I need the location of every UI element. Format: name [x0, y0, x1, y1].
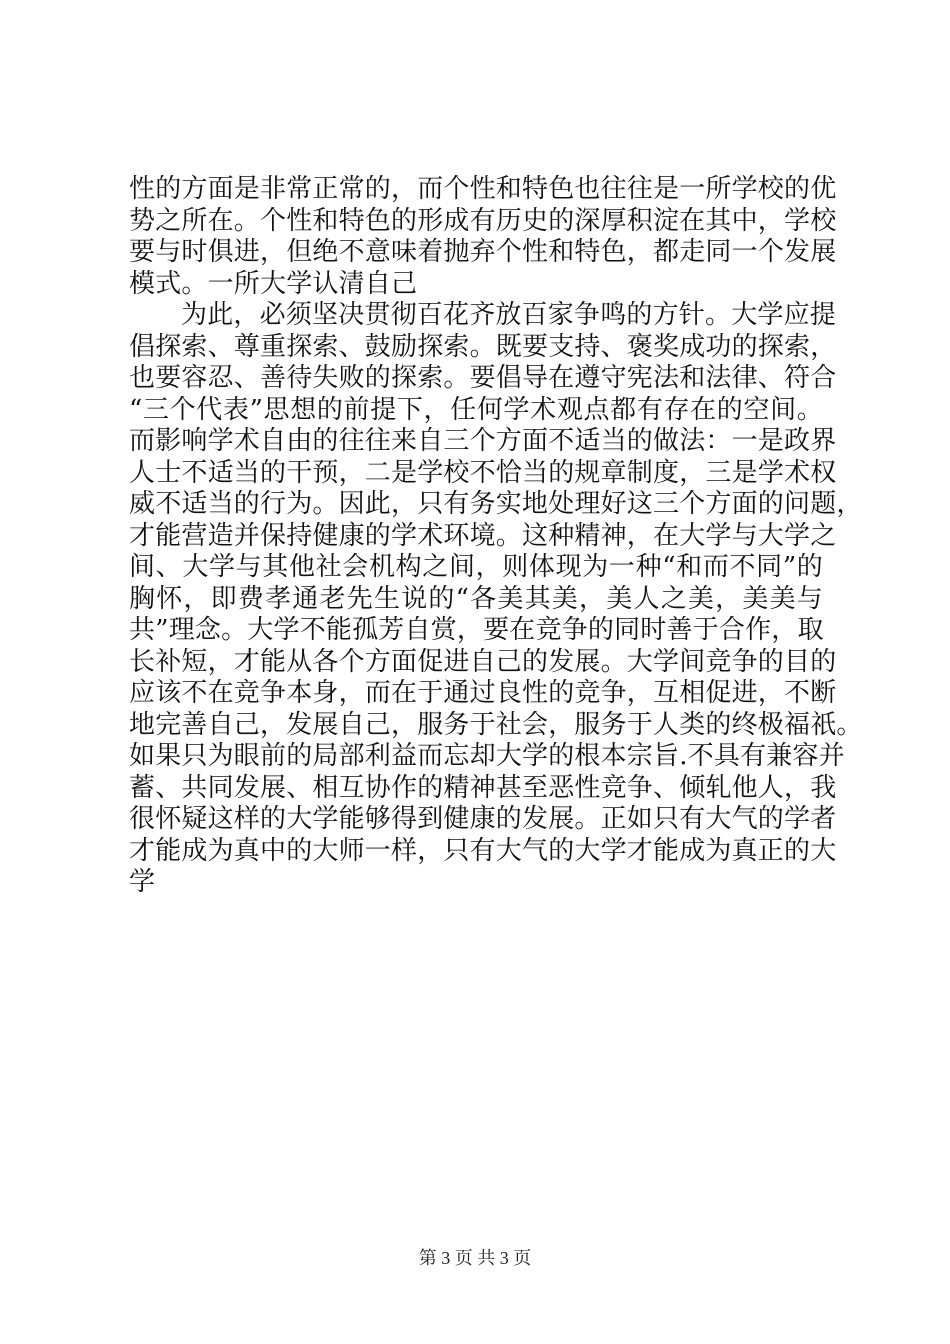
text-line: 倡探索、尊重探索、鼓励探索。既要支持、褒奖成功的探索， [129, 331, 837, 362]
text-line: 应该不在竞争本身，而在于通过良性的竞争，互相促进，不断 [129, 678, 837, 708]
text-line: 蓄、共同发展、相互协作的精神甚至恶性竞争、倾轧他人，我 [129, 772, 837, 803]
text-line: 才能营造并保持健康的学术环境。这种精神，在大学与大学之 [129, 520, 837, 551]
text-line: 人士不适当的干预，二是学校不恰当的规章制度，三是学术权 [129, 457, 837, 488]
text-line: “三个代表”思想的前提下，任何学术观点都有存在的空间。 [129, 394, 823, 425]
text-line: 地完善自己，发展自己，服务于社会，服务于人类的终极福祇。 [129, 709, 863, 740]
text-line: 学 [129, 867, 156, 897]
text-line: 威不适当的行为。因此，只有务实地处理好这三个方面的问题， [129, 489, 863, 519]
document-body [129, 174, 863, 899]
text-line: 性的方面是非常正常的，而个性和特色也往往是一所学校的优 [129, 174, 837, 204]
text-line: 为此，必须坚决贯彻百花齐放百家争鸣的方针。大学应提 [181, 300, 837, 330]
text-line: 才能成为真中的大师一样，只有大气的大学才能成为真正的大 [129, 835, 837, 866]
text-line: 很怀疑这样的大学能够得到健康的发展。正如只有大气的学者 [129, 804, 837, 834]
text-line: 而影响学术自由的往往来自三个方面不适当的做法：一是政界 [129, 426, 837, 456]
text-line: 要与时俱进，但绝不意味着抛弃个性和特色，都走同一个发展 [129, 237, 837, 267]
text-line: 胸怀，即费孝通老先生说的“各美其美，美人之美，美美与 [129, 583, 823, 614]
paragraph-1 [129, 174, 837, 300]
text-line: 势之所在。个性和特色的形成有历史的深厚积淀在其中，学校 [129, 205, 837, 236]
text-line: 如果只为眼前的局部利益而忘却大学的根本宗旨.不具有兼容并 [129, 741, 845, 771]
text-line: 长补短，才能从各个方面促进自己的发展。大学间竞争的目的 [129, 646, 837, 677]
text-line: 共”理念。大学不能孤芳自赏，要在竞争的同时善于合作，取 [129, 615, 824, 645]
text-line: 模式。一所大学认清自己 [129, 268, 418, 299]
text-line: 也要容忍、善待失败的探索。要倡导在遵守宪法和法律、符合 [129, 363, 837, 393]
paragraph-2 [129, 300, 863, 899]
text-line: 间、大学与其他社会机构之间，则体现为一种“和而不同”的 [129, 552, 823, 582]
page-number-footer: 第 3 页 共 3 页 [418, 1248, 532, 1268]
